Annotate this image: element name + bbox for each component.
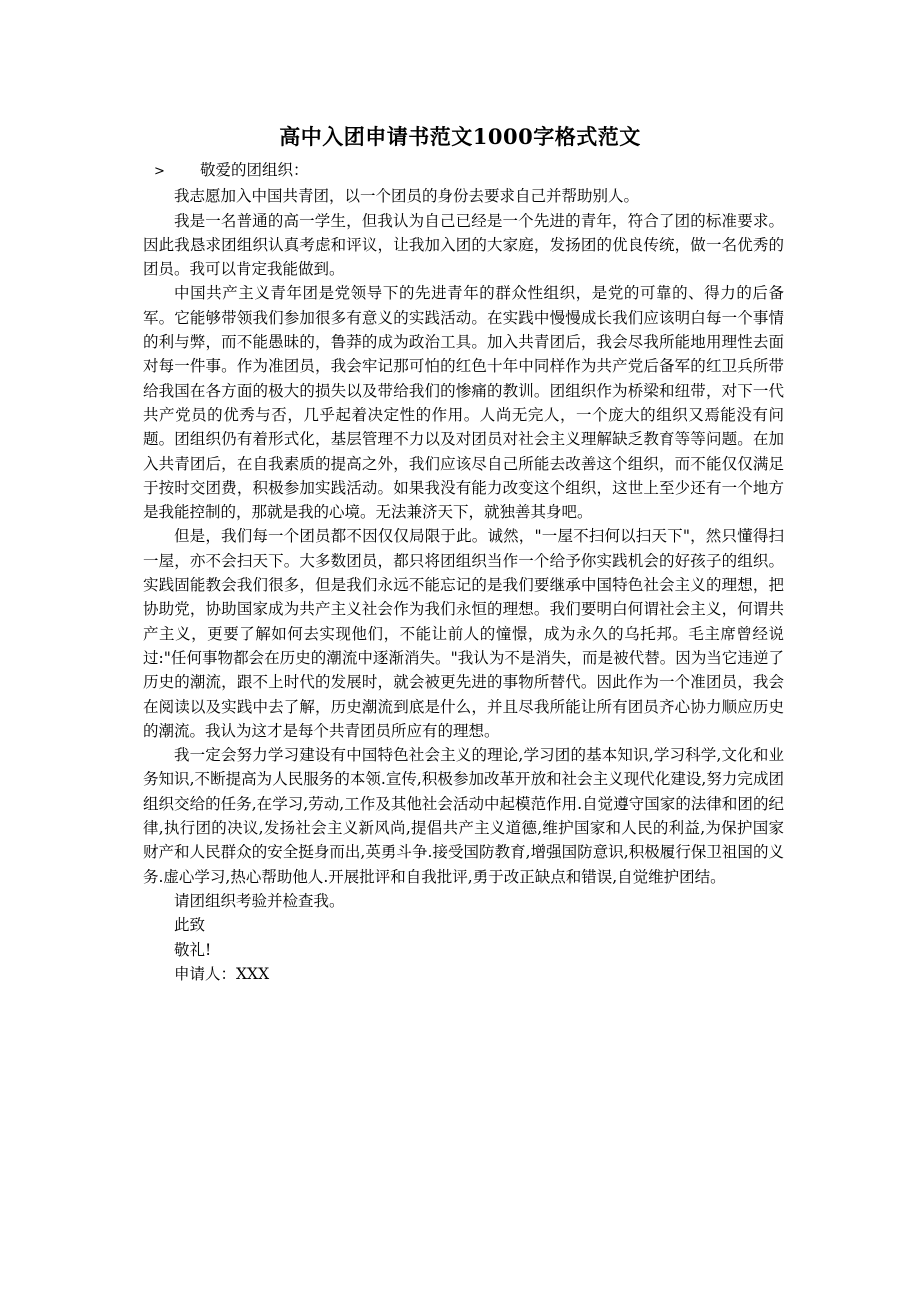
paragraph-self: 我是一名普通的高一学生，但我认为自己已经是一个先进的青年，符合了团的标准要求。因此我恳求团组织认真考虑和评议，让我加入团的大家庭，发扬团的优良传统，做一名优秀的团员。我可以肯定我能做到。 <box>143 211 784 279</box>
paragraph-commitment: 我一定会努力学习建设有中国特色社会主义的理论,学习团的基本知识,学习科学,文化和业务知识,不断提高为人民服务的本领.宣传,积极参加改革开放和社会主义现代化建设,努力完成团组织交给的任务,在学习,劳动,工作及其他社会活动中起模范作用.自觉遵守国家的法律和团的纪律,执行团的决议,发扬社会主义新风尚,提倡共产主义道德,维护国家和人民的利益,为保护国家财产和人民群众的安全挺身而出,英勇斗争.接受国防教育,增强国防意识,积极履行保卫祖国的义务.虚心学习,热心帮助他人.开展批评和自我批评,勇于改正缺点和错误,自觉维护团结。 <box>143 746 784 886</box>
salutation-line <box>154 158 784 184</box>
paragraph-intro: 我志愿加入中国共青团，以一个团员的身份去要求自己并帮助别人。 <box>174 187 640 206</box>
closing-line-1: 此致 <box>174 916 206 935</box>
paragraph-ideal: 但是，我们每一个团员都不因仅仅局限于此。诚然，"一屋不扫何以扫天下"，然只懂得扫一屋，亦不会扫天下。大多数团员，都只将团组织当作一个给予你实践机会的好孩子的组织。实践固能教会我们很多，但是我们永远不能忘记的是我们要继承中国特色社会主义的理想，把协助党，协助国家成为共产主义社会作为我们永恒的理想。我们要明白何谓社会主义，何谓共产主义，更要了解如何去实现他们，不能让前人的憧憬，成为永久的乌托邦。毛主席曾经说过:"任何事物都会在历史的潮流中逐渐消失。"我认为不是消失，而是被代替。因为当它违逆了历史的潮流，跟不上时代的发展时，就会被更先进的事物所替代。因此作为一个准团员，我会在阅读以及实践中去了解，历史潮流到底是什么，并且尽我所能让所有团员齐心协力顺应历史的潮流。我认为这才是每个共青团员所应有的理想。 <box>143 527 784 740</box>
signature: 申请人：XXX <box>174 964 270 983</box>
closing-line-2: 敬礼! <box>174 940 212 959</box>
paragraph-request: 请团组织考验并检查我。 <box>174 891 345 910</box>
page-title: 高中入团申请书范文1000字格式范文 <box>279 124 641 149</box>
document-body <box>143 158 784 986</box>
paragraph-league: 中国共产主义青年团是党领导下的先进青年的群众性组织，是党的可靠的、得力的后备军。它能够带领我们参加很多有意义的实践活动。在实践中慢慢成长我们应该明白每一个事情的利与弊，而不能愚昧的，鲁莽的成为政治工具。加入共青团后，我会尽我所能地用理性去面对每一件事。作为准团员，我会牢记那可怕的红色十年中同样作为共产党后备军的红卫兵所带给我国在各方面的极大的损失以及带给我们的惨痛的教训。团组织作为桥梁和纽带，对下一代共产党员的优秀与否，几乎起着决定性的作用。人尚无完人，一个庞大的组织又焉能没有问题。团组织仍有着形式化，基层管理不力以及对团员对社会主义理解缺乏教育等等问题。在加入共青团后，在自我素质的提高之外，我们应该尽自己所能去改善这个组织，而不能仅仅满足于按时交团费，积极参加实践活动。如果我没有能力改变这个组织，这世上至少还有一个地方是我能控制的，那就是我的心境。无法兼济天下，就独善其身吧。 <box>143 284 784 522</box>
bullet-arrow-icon: > <box>154 164 165 179</box>
salutation: 敬爱的团组织： <box>200 161 309 179</box>
